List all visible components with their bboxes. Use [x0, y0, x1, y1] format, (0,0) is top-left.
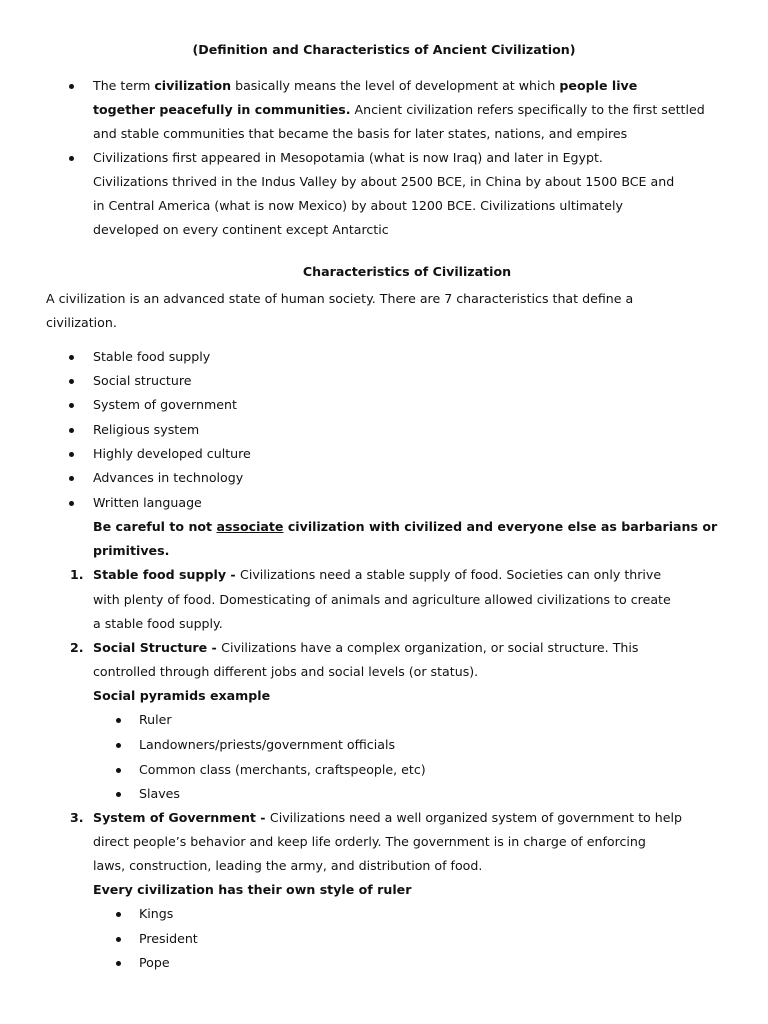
section-1-line: a stable food supply.: [93, 616, 223, 631]
sub-list-item: Pope: [139, 955, 170, 970]
sub-list-item: Slaves: [139, 786, 180, 801]
bullet-icon: [69, 355, 74, 360]
section-1-line: with plenty of food. Domesticating of animals and agriculture allowed civilizations to create: [93, 592, 671, 607]
bullet-icon: [69, 156, 74, 161]
section-number: 1.: [70, 567, 84, 582]
bullet-icon: [116, 768, 121, 773]
bullet-icon: [69, 84, 74, 89]
section-3-line: direct people’s behavior and keep life orderly. The government is in charge of enforcing: [93, 834, 646, 849]
sub-list-item: Common class (merchants, craftspeople, etc): [139, 762, 426, 777]
bullet-icon: [69, 452, 74, 457]
intro-bullet-1-line-3: and stable communities that became the basis for later states, nations, and empires: [93, 126, 628, 141]
sub-list-item: Ruler: [139, 712, 172, 727]
characteristic-item: Social structure: [93, 373, 192, 388]
intro-bullet-2-line: Civilizations thrived in the Indus Valley by about 2500 BCE, in China by about 1500 BCE and: [93, 174, 675, 189]
sub-list-item: Landowners/priests/government officials: [139, 737, 396, 752]
section-2-line: controlled through different jobs and social levels (or status).: [93, 664, 479, 679]
section-heading: Characteristics of Civilization: [302, 264, 512, 279]
section-intro-line: A civilization is an advanced state of human society. There are 7 characteristics that define a: [46, 291, 634, 306]
section-3-sub-heading: Every civilization has their own style of ruler: [93, 882, 412, 897]
intro-bullet-1-line-2: together peacefully in communities. Ancient civilization refers specifically to the first settled: [93, 102, 705, 117]
document-title: (Definition and Characteristics of Ancient Civilization): [192, 42, 576, 57]
bullet-icon: [116, 792, 121, 797]
characteristic-item: Religious system: [93, 422, 200, 437]
section-3-line-1: System of Government - Civilizations need a well organized system of government to help: [93, 810, 682, 825]
bullet-icon: [69, 501, 74, 506]
characteristic-item: Highly developed culture: [93, 446, 251, 461]
characteristic-item: Advances in technology: [93, 470, 244, 485]
caution-note-line-1: Be careful to not associate civilization with civilized and everyone else as barbarians or: [93, 519, 718, 534]
section-2-sub-heading: Social pyramids example: [93, 688, 271, 703]
characteristic-item: Written language: [93, 495, 202, 510]
sub-list-item: Kings: [139, 906, 174, 921]
section-intro-line: civilization.: [46, 315, 117, 330]
intro-bullet-2-line: Civilizations first appeared in Mesopotamia (what is now Iraq) and later in Egypt.: [93, 150, 603, 165]
intro-bullet-1-line-1: The term civilization basically means the level of development at which people live: [93, 78, 638, 93]
bullet-icon: [69, 379, 74, 384]
bullet-icon: [116, 743, 121, 748]
section-number: 2.: [70, 640, 84, 655]
bullet-icon: [69, 403, 74, 408]
section-1-line-1: Stable food supply - Civilizations need a stable supply of food. Societies can only thrive: [93, 567, 662, 582]
bullet-icon: [116, 961, 121, 966]
section-2-line-1: Social Structure - Civilizations have a complex organization, or social structure. This: [93, 640, 639, 655]
caution-note-line-2: primitives.: [93, 543, 170, 558]
characteristic-item: System of government: [93, 397, 237, 412]
bullet-icon: [69, 476, 74, 481]
intro-bullet-2-line: developed on every continent except Antarctic: [93, 222, 389, 237]
section-3-line: laws, construction, leading the army, and distribution of food.: [93, 858, 483, 873]
bullet-icon: [69, 428, 74, 433]
characteristic-item: Stable food supply: [93, 349, 211, 364]
bullet-icon: [116, 718, 121, 723]
bullet-icon: [116, 912, 121, 917]
intro-bullet-2-line: in Central America (what is now Mexico) by about 1200 BCE. Civilizations ultimately: [93, 198, 623, 213]
section-number: 3.: [70, 810, 84, 825]
sub-list-item: President: [139, 931, 198, 946]
bullet-icon: [116, 937, 121, 942]
